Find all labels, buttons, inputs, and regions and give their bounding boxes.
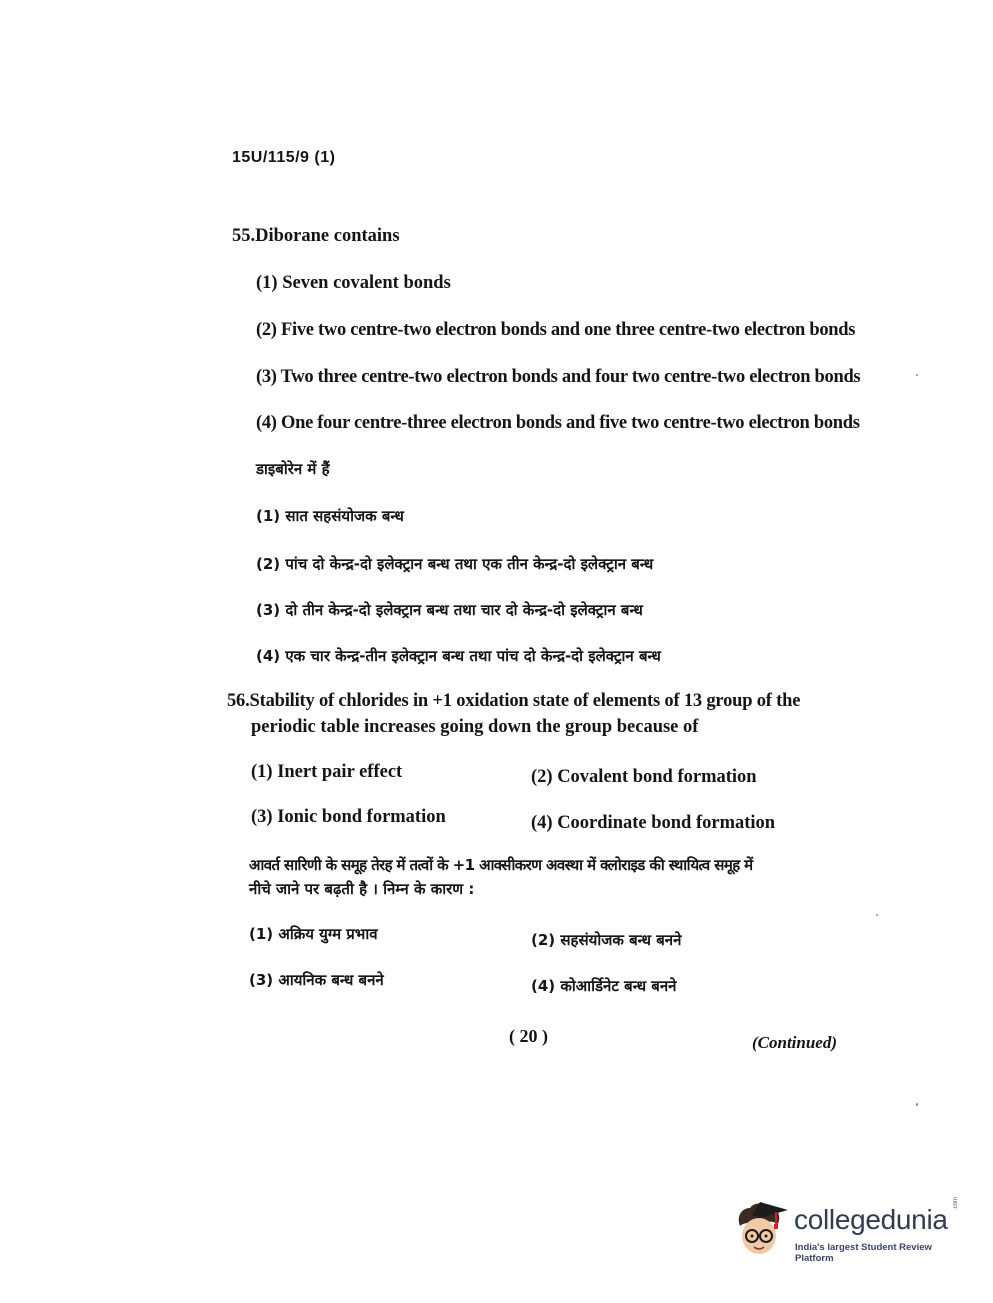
q56-hindi-line-1: आवर्त सारिणी के समूह तेरह में तत्वों के +1 आक्सीकरण अवस्था में क्लोराइड की स्थायित्व समूह में xyxy=(249,856,753,874)
q55-hindi-option-1: (1) सात सहसंयोजक बन्ध xyxy=(256,507,404,525)
question-55 xyxy=(232,226,400,247)
logo-domain-suffix: .com xyxy=(953,1196,959,1210)
q56-hindi-option-3: (3) आयनिक बन्ध बनने xyxy=(249,971,384,989)
q55-option-2: (2) Five two centre-two electron bonds and one three centre-two electron bonds xyxy=(256,320,856,340)
q55-hindi-option-3: (3) दो तीन केन्द्र-दो इलेक्ट्रान बन्ध तथा चार दो केन्द्र-दो इलेक्ट्रान बन्ध xyxy=(256,601,643,619)
continued-label: (Continued) xyxy=(752,1033,838,1052)
scan-speck xyxy=(916,1103,918,1106)
q55-hindi-option-4: (4) एक चार केन्द्र-तीन इलेक्ट्रान बन्ध तथा पांच दो केन्द्र-दो इलेक्ट्रान बन्ध xyxy=(256,647,661,665)
question-number: 55. xyxy=(232,226,256,246)
scan-speck xyxy=(916,374,918,376)
question-number: 56. xyxy=(227,691,250,711)
q56-option-1: (1) Inert pair effect xyxy=(251,762,403,782)
q55-hindi-option-2: (2) पांच दो केन्द्र-दो इलेक्ट्रान बन्ध तथा एक तीन केन्द्र-दो इलेक्ट्रान बन्ध xyxy=(256,555,654,573)
q56-hindi-line-2: नीचे जाने पर बढ़ती है । निम्न के कारण : xyxy=(249,880,475,898)
q56-hindi-option-1: (1) अक्रिय युग्म प्रभाव xyxy=(249,925,378,943)
q56-hindi-option-2: (2) सहसंयोजक बन्ध बनने xyxy=(531,931,682,949)
q56-option-3: (3) Ionic bond formation xyxy=(251,807,446,827)
scan-speck xyxy=(876,914,878,916)
question-text-line-1: Stability of chlorides in +1 oxidation state of elements of 13 group of the xyxy=(249,691,801,711)
q55-option-1: (1) Seven covalent bonds xyxy=(256,273,451,293)
q55-option-3: (3) Two three centre-two electron bonds and four two centre-two electron bonds xyxy=(256,367,861,387)
q56-option-4: (4) Coordinate bond formation xyxy=(531,813,776,833)
paper-code: 15U/115/9 (1) xyxy=(232,149,336,166)
q55-hindi-text: डाइबोरेन में हैं xyxy=(256,460,330,478)
q56-option-2: (2) Covalent bond formation xyxy=(531,767,757,787)
q56-hindi-option-4: (4) कोआर्डिनेट बन्ध बनने xyxy=(531,977,677,995)
question-56-line-2: periodic table increases going down the group because of xyxy=(251,717,699,737)
question-text: Diborane contains xyxy=(255,226,400,246)
question-56 xyxy=(227,691,800,712)
logo-wordmark: collegedunia xyxy=(794,1204,948,1235)
collegedunia-logo[interactable] xyxy=(732,1196,964,1262)
logo-tagline: India's largest Student Review Platform xyxy=(795,1242,932,1264)
q55-option-4: (4) One four centre-three electron bonds and five two centre-two electron bonds xyxy=(256,413,860,433)
mascot-icon xyxy=(732,1196,792,1262)
page-number: ( 20 ) xyxy=(509,1026,548,1046)
